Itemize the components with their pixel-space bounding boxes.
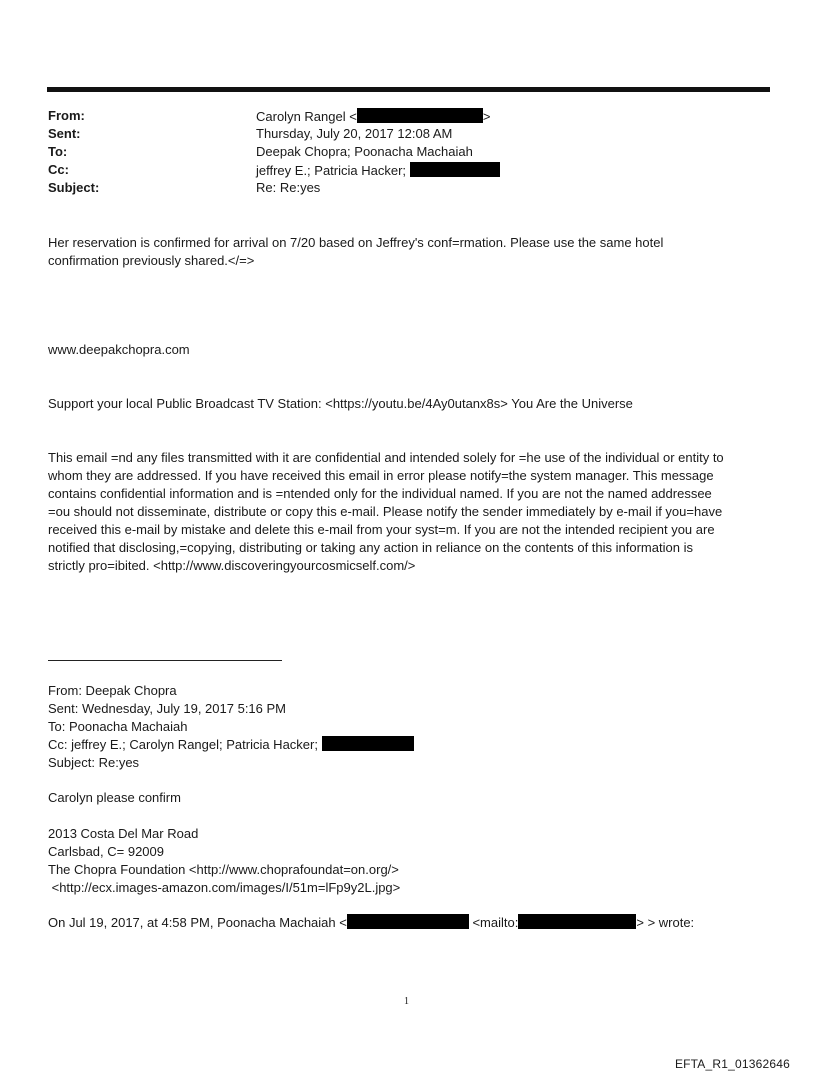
from-label: From: [48, 108, 85, 123]
wrote-mailto: <mailto: [472, 915, 519, 930]
quoted-subject: Subject: Re:yes [48, 755, 140, 770]
document-id: EFTA_R1_01362646 [674, 1057, 790, 1071]
from-suffix: > [482, 109, 491, 124]
quoted-cc-names: Cc: jeffrey E.; Carolyn Rangel; Patricia Hacker; [48, 737, 318, 752]
redaction-box [347, 914, 469, 929]
header-top-rule [47, 87, 770, 92]
disclaimer-line: =ou should not disseminate, distribute or copy this e-mail. Please notify the sender immediately by e-mail if you=have [48, 504, 723, 519]
sent-value: Thursday, July 20, 2017 12:08 AM [256, 126, 453, 141]
quoted-sent: Sent: Wednesday, July 19, 2017 5:16 PM [48, 701, 286, 716]
cc-value [256, 162, 500, 179]
page-number: 1 [404, 996, 409, 1007]
subject-value: Re: Re:yes [256, 180, 321, 195]
body-line-1: Her reservation is confirmed for arrival on 7/20 based on Jeffrey's conf=rmation. Please use the same hotel [48, 235, 664, 250]
body-line-2: confirmation previously shared.</=> [48, 253, 255, 268]
disclaimer-line: notified that disclosing,=copying, distributing or taking any action in reliance on the contents of this information is [48, 540, 693, 555]
quoted-to: To: Poonacha Machaiah [48, 719, 188, 734]
quoted-cc [48, 736, 414, 754]
redaction-box [357, 108, 483, 123]
disclaimer-line: strictly pro=ibited. <http://www.discoveringyourcosmicself.com/> [48, 558, 416, 573]
cc-names: jeffrey E.; Patricia Hacker; [256, 163, 407, 178]
cc-label: Cc: [48, 162, 69, 177]
image-link: <http://ecx.images-amazon.com/images/I/51m=lFp9y2L.jpg> [48, 880, 401, 895]
foundation-link: The Chopra Foundation <http://www.choprafoundat=on.org/> [48, 862, 399, 877]
quote-divider [48, 660, 282, 661]
wrote-prefix: On Jul 19, 2017, at 4:58 PM, Poonacha Machaiah < [48, 915, 347, 930]
redaction-box [518, 914, 636, 929]
to-label: To: [48, 144, 68, 159]
disclaimer-line: contains confidential information and is =ntended only for the individual named. If you are not the named addressee [48, 486, 712, 501]
redaction-box [322, 736, 414, 751]
wrote-line [48, 914, 694, 932]
quoted-from: From: Deepak Chopra [48, 683, 177, 698]
quoted-message: Carolyn please confirm [48, 790, 181, 805]
to-value: Deepak Chopra; Poonacha Machaiah [256, 144, 473, 159]
sent-label: Sent: [48, 126, 81, 141]
from-name: Carolyn Rangel < [256, 109, 357, 124]
address-line: Carlsbad, C= 92009 [48, 844, 164, 859]
website-link[interactable]: www.deepakchopra.com [48, 342, 190, 357]
redaction-box [410, 162, 500, 177]
address-line: 2013 Costa Del Mar Road [48, 826, 199, 841]
from-value [256, 108, 490, 125]
support-line: Support your local Public Broadcast TV Station: <https://youtu.be/4Ay0utanx8s> You Are the Universe [48, 396, 633, 411]
disclaimer-line: whom they are addressed. If you have received this email in error please notify=the system manager. This message [48, 468, 714, 483]
wrote-suffix: > > wrote: [636, 915, 695, 930]
disclaimer-line: received this e-mail by mistake and delete this e-mail from your syst=m. If you are not the intended recipient you are [48, 522, 715, 537]
subject-label: Subject: [48, 180, 100, 195]
disclaimer-line: This email =nd any files transmitted with it are confidential and intended solely for =he use of the individual or entity to [48, 450, 724, 465]
